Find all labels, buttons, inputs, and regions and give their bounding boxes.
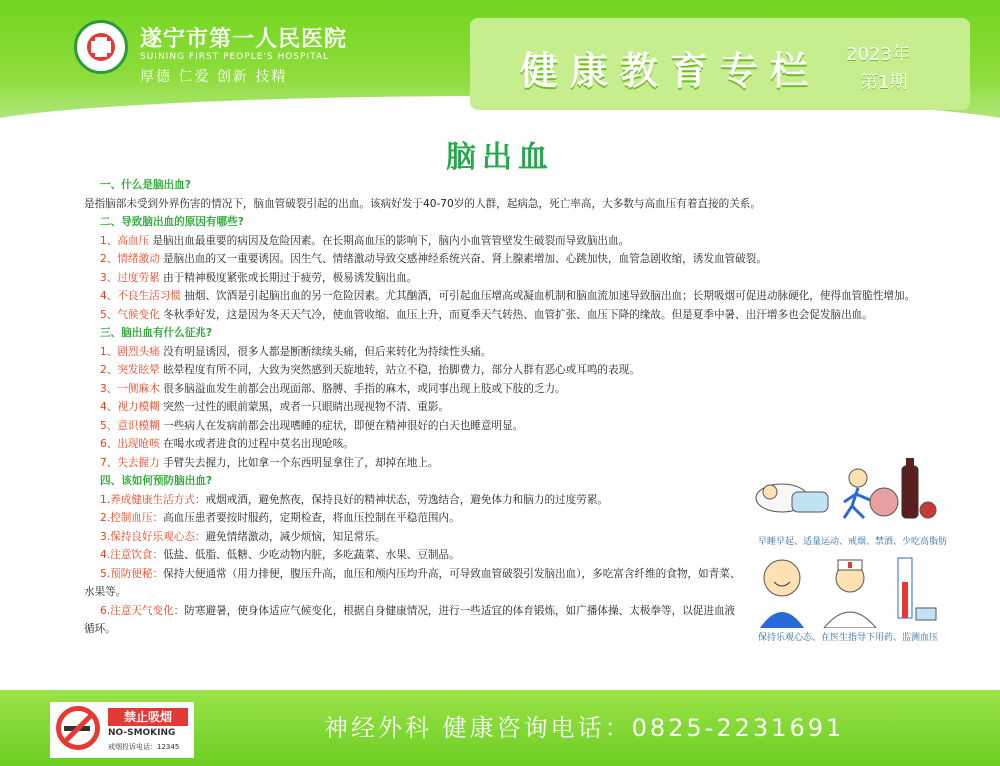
section-heading: 一、什么是脑出血? (100, 179, 191, 191)
illustration-doctor (752, 552, 942, 646)
banner-issue: 第1期 (860, 72, 908, 93)
illustration-healthy-habits (752, 452, 948, 548)
list-item: 2.控制血压：高血压患者要按时服药，定期检查，将血压控制在平稳范围内。 (100, 512, 460, 524)
no-smoking-label: 禁止吸烟 (108, 708, 188, 726)
list-item: 5、意识模糊 一些病人在发病前都会出现嗜睡的症状，即便在精神很好的白天也睡意明显。 (100, 419, 524, 432)
list-item: 4、不良生活习惯 抽烟、饮酒是引起脑出血的另一危险因素。尤其酗酒，可引起血压增高或凝血机制和脑血流加速导致脑出血；长期吸烟可促进动脉硬化，使得血管脆性增加。 (100, 290, 916, 302)
banner-title: 健康教育专栏 (520, 48, 821, 93)
footer-contact: 神经外科 健康咨询电话：0825-2231691 (324, 714, 845, 742)
list-item: 4、视力模糊 突然一过性的眼前蒙黑，或者一只眼睛出现视物不清、重影。 (100, 401, 450, 413)
list-item: 2、情绪激动 是脑出血的又一重要诱因。因生气、情绪激动导致交感神经系统兴奋、肾上腺素增加、心跳加快，血管急剧收缩，诱发血管破裂。 (100, 253, 767, 265)
banner-year: 2023年 (846, 44, 910, 65)
list-item: 3.保持良好乐观心态：避免情绪激动，减少烦恼，知足常乐。 (100, 530, 386, 543)
hospital-name: 遂宁市第一人民医院 (140, 27, 348, 52)
doctor-drawing (752, 552, 942, 628)
illustration-caption: 保持乐观心态、在医生指导下用药、监测血压 (758, 633, 939, 643)
section-heading: 三、脑出血有什么征兆? (100, 327, 213, 339)
list-item: 1.养成健康生活方式：戒烟戒酒，避免熬夜，保持良好的精神状态，劳逸结合，避免体力和脑力的过度劳累。 (100, 493, 609, 506)
list-item: 1、高血压 是脑出血最重要的病因及危险因素。在长期高血压的影响下，脑内小血管管壁发生破裂而导致脑出血。 (100, 234, 630, 247)
page-title: 脑出血 (446, 140, 554, 175)
list-item: 6.注意天气变化：防寒避暑，使身体适应气候变化，根据自身健康情况，进行一些适宜的体育锻炼，如广播体操、太极拳等，以促进血液循环。 (84, 604, 736, 635)
hospital-motto: 厚德 仁爱 创新 技精 (140, 69, 288, 85)
paragraph: 是指脑部未受到外界伤害的情况下，脑血管破裂引起的出血。该病好发于40-70岁的人群，起病急，死亡率高，大多数与高血压有着直接的关系。 (84, 197, 761, 210)
list-item: 4.注意饮食：低盐、低脂、低糖、少吃动物内脏，多吃蔬菜、水果、豆制品。 (100, 549, 460, 561)
list-item: 5.预防便秘：保持大便通常（用力排便，腹压升高，血压和颅内压均升高，可导致血管破裂引发脑出血），多吃富含纤维的食物，如青菜、水果等。 (84, 567, 741, 598)
list-item: 2、突发眩晕 眩晕程度有所不同，大致为突然感到天旋地转，站立不稳，抬脚费力，部分人群有恶心或耳鸣的表现。 (100, 364, 640, 376)
hospital-name-en: SUINING FIRST PEOPLE'S HOSPITAL (140, 52, 330, 62)
section-heading: 二、导致脑出血的原因有哪些? (100, 216, 244, 228)
list-item: 7、失去握力 手臂失去握力，比如拿一个东西明显拿住了，却掉在地上。 (100, 456, 439, 469)
illustration-caption: 早睡早起、适量运动、戒烟、禁酒、少吃高脂肪 (758, 537, 948, 547)
list-item: 3、一侧麻木 很多脑溢血发生前都会出现面部、胳膊、手指的麻木，或同事出现上肢或下肢的乏力。 (100, 382, 566, 395)
section-heading: 四、该如何预防脑出血? (100, 475, 213, 487)
healthy-habits-drawing (752, 452, 942, 532)
list-item: 5、气候变化 冬秋季好发，这是因为冬天天气冷，使血管收缩、血压上升，而夏季天气转热、血管扩张、血压下降的缘故。但是夏季中暑、出汗增多也会促发脑出血。 (100, 308, 873, 321)
list-item: 3、过度劳累 由于精神极度紧张或长期过于疲劳，极易诱发脑出血。 (100, 271, 418, 284)
no-smoking-en: NO-SMOKING (108, 728, 176, 738)
complaint-hotline: 戒烟投诉电话：12345 (108, 743, 180, 751)
list-item: 1、剧烈头痛 没有明显诱因，很多人都是断断续续头痛，但后来转化为持续性头痛。 (100, 345, 492, 358)
no-smoking-sign (50, 702, 194, 758)
hospital-logo (74, 20, 128, 74)
list-item: 6、出现呛咳 在喝水或者进食的过程中莫名出现呛咳。 (100, 438, 354, 450)
logo-cross-icon (91, 41, 111, 53)
